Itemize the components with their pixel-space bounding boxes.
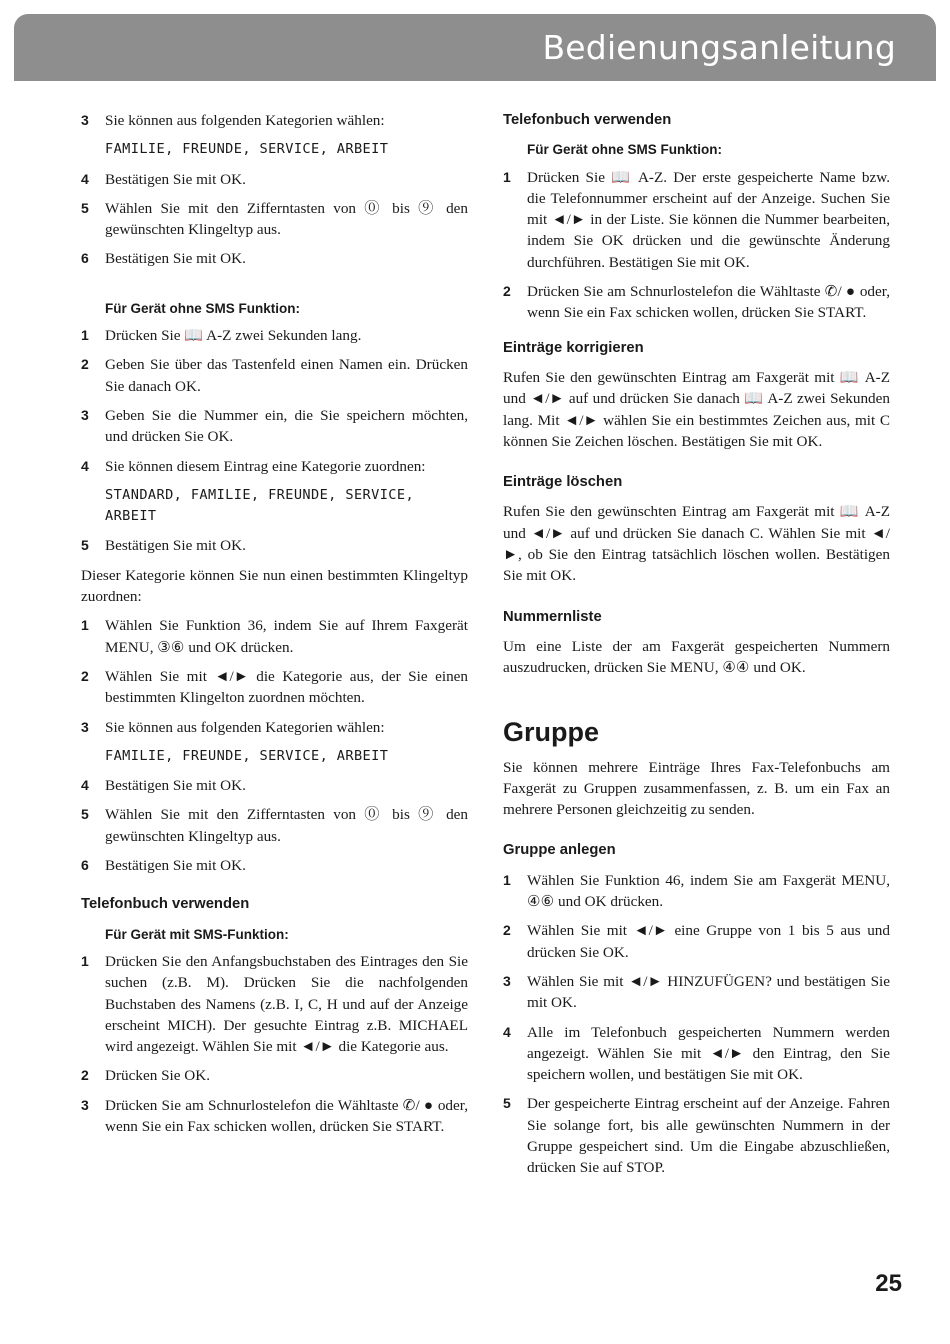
list-item [81, 666, 468, 709]
step-text: Bestätigen Sie mit OK. [105, 250, 246, 268]
step-number: 4 [81, 457, 89, 474]
spacer [81, 1057, 468, 1065]
list-item [503, 167, 890, 273]
spacer [503, 1014, 890, 1022]
step-text: Wählen Sie mit ◄/► die Kategorie aus, der Sie einen bestimmten Klingelton zuordnen möchten. [105, 667, 468, 707]
list-item [503, 1022, 890, 1086]
page-header [14, 14, 936, 81]
paragraph: Rufen Sie den gewünschten Eintrag am Faxgerät mit 📖 A-Z und ◄/► auf und drücken Sie danach 📖 A-Z zwei Sekunden lang. Mit ◄/► wählen Sie ein bestimmtes Zeichen aus, mit C können Sie Zeichen löschen. Bestätigen Sie mit OK. [503, 368, 890, 450]
step-number: 2 [81, 356, 89, 373]
spacer [81, 190, 468, 198]
spacer [503, 493, 890, 501]
paragraph: Um eine Liste der am Faxgerät gespeicherten Nummern auszudrucken, drücken Sie MENU, ④④ und OK. [503, 637, 890, 677]
step-number: 5 [503, 1095, 511, 1112]
step-number: 5 [81, 806, 89, 823]
spacer [81, 346, 468, 354]
list-item [81, 1065, 468, 1086]
list-item [81, 855, 468, 876]
list-item [503, 870, 890, 913]
spacer [81, 916, 468, 924]
list-item [81, 717, 468, 738]
list-item [81, 775, 468, 796]
spacer [503, 687, 890, 715]
spacer [503, 324, 890, 332]
section-heading: Telefonbuch verwenden [503, 112, 672, 128]
step-number: 1 [81, 617, 89, 634]
section-title: Gruppe [503, 716, 600, 747]
spacer [81, 161, 468, 169]
subheading: Für Gerät ohne SMS Funktion: [105, 300, 300, 316]
step-text: Bestätigen Sie mit OK. [105, 170, 246, 188]
step-text: Sie können aus folgenden Kategorien wählen: [105, 718, 385, 736]
list-item [81, 1095, 468, 1138]
step-number: 3 [81, 1096, 89, 1113]
spacer [503, 460, 890, 472]
step-text: Wählen Sie mit ◄/► HINZUFÜGEN? und bestätigen Sie mit OK. [527, 972, 890, 1012]
spacer [81, 448, 468, 456]
spacer [81, 607, 468, 615]
list-item [81, 405, 468, 448]
section-heading: Telefonbuch verwenden [81, 896, 250, 913]
spacer [503, 912, 890, 920]
spacer [503, 679, 890, 687]
spacer [81, 397, 468, 405]
list-item [81, 325, 468, 346]
list-item [81, 248, 468, 269]
step-number: 2 [503, 922, 511, 939]
spacer [503, 1085, 890, 1093]
list-item [81, 456, 468, 477]
left-column [81, 110, 468, 1145]
spacer [503, 359, 890, 367]
step-number: 2 [81, 1067, 89, 1084]
step-number: 1 [503, 168, 511, 185]
step-text: Sie können diesem Eintrag eine Kategorie zuordnen: [105, 457, 426, 475]
header-title: Bedienungsanleitung [542, 28, 896, 67]
section-heading: Gruppe anlegen [503, 842, 616, 859]
list-item [81, 535, 468, 556]
step-number: 3 [81, 718, 89, 735]
list-item [503, 971, 890, 1014]
subheading: Für Gerät ohne SMS Funktion: [527, 142, 722, 158]
display-text: FAMILIE, FREUNDE, SERVICE, ARBEIT [105, 141, 389, 158]
spacer [81, 1137, 468, 1145]
spacer [81, 278, 468, 298]
list-item [503, 1093, 890, 1178]
spacer [503, 749, 890, 757]
spacer [81, 131, 468, 139]
step-text: Wählen Sie Funktion 36, indem Sie auf Ihrem Faxgerät MENU, ③⑥ und OK drücken. [105, 617, 468, 656]
step-number: 3 [503, 972, 511, 989]
spacer [503, 587, 890, 595]
step-text: Drücken Sie am Schnurlostelefon die Wähltaste ✆/ ● oder, wenn Sie ein Fax schicken wollen, drücken Sie START. [527, 283, 890, 322]
list-item [81, 615, 468, 658]
spacer [81, 557, 468, 565]
list-item [81, 110, 468, 131]
paragraph: Sie können mehrere Einträge Ihres Fax-Telefonbuchs am Faxgerät zu Gruppen zusammenfassen, z. B. um ein Fax an mehrere Personen gleichzeitig zu senden. [503, 758, 890, 819]
step-number: 6 [81, 857, 89, 874]
display-text: FAMILIE, FREUNDE, SERVICE, ARBEIT [105, 747, 389, 764]
spacer [81, 240, 468, 248]
spacer [503, 452, 890, 460]
step-number: 1 [81, 327, 89, 344]
spacer [503, 131, 890, 139]
spacer [503, 1179, 890, 1187]
step-number: 3 [81, 406, 89, 423]
step-number: 1 [81, 952, 89, 969]
spacer [503, 963, 890, 971]
step-number: 4 [503, 1023, 511, 1040]
paragraph: Rufen Sie den gewünschten Eintrag am Faxgerät mit 📖 A-Z und ◄/► auf und drücken Sie danach C. Wählen Sie mit ◄/►, ob Sie den Eintrag tatsächlich löschen wollen. Bestätigen Sie mit OK. [503, 503, 890, 585]
step-number: 2 [503, 283, 511, 300]
step-text: Drücken Sie 📖 A-Z. Der erste gespeicherte Name bzw. die Telefonnummer erscheint auf der Anzeige. Suchen Sie mit ◄/► in der Liste. Sie können die Nummer bearbeiten, indem Sie OK drücken und die gewünschte Änderung durchführen. Bestätigen Sie mit OK. [527, 168, 890, 271]
spacer [503, 820, 890, 828]
step-text: Geben Sie die Nummer ein, die Sie speichern möchten, und drücken Sie OK. [105, 406, 468, 446]
spacer [81, 767, 468, 775]
step-number: 5 [81, 537, 89, 554]
spacer [81, 738, 468, 746]
spacer [81, 477, 468, 485]
list-item [81, 951, 468, 1057]
right-column [503, 110, 890, 1187]
step-text: Bestätigen Sie mit OK. [105, 857, 246, 875]
list-item [81, 169, 468, 190]
step-text: Wählen Sie Funktion 46, indem Sie am Faxgerät MENU, ④⑥ und OK drücken. [527, 871, 890, 911]
step-number: 4 [81, 777, 89, 794]
step-text: Wählen Sie mit ◄/► eine Gruppe von 1 bis 5 aus und drücken Sie OK. [527, 922, 890, 961]
spacer [503, 828, 890, 840]
section-heading: Einträge korrigieren [503, 339, 644, 356]
step-number: 2 [81, 667, 89, 684]
list-item [81, 198, 468, 241]
step-number: 4 [81, 170, 89, 187]
section-heading: Einträge löschen [503, 474, 623, 491]
spacer [81, 709, 468, 717]
spacer [81, 847, 468, 855]
step-number: 1 [503, 871, 511, 888]
subheading: Für Gerät mit SMS-Funktion: [105, 926, 289, 942]
section-heading: Nummernliste [503, 608, 602, 625]
page-number: 25 [875, 1270, 902, 1297]
step-text: Drücken Sie den Anfangsbuchstaben des Eintrages den Sie suchen (z.B. M). Drücken Sie die nachfolgenden Buchstaben des Namens (z.B. I, C, H und auf der Anzeige erscheint MICH). Der gesuchte Eintrag z.B. MICHAEL wird angezeigt. Wählen Sie mit ◄/► die Kategorie aus. [105, 952, 468, 1056]
display-text: STANDARD, FAMILIE, FREUNDE, SERVICE, ARBEIT [105, 486, 415, 525]
step-text: Der gespeicherte Eintrag erscheint auf der Anzeige. Fahren Sie solange fort, bis alle gewünschten Nummern in der Gruppe gespeichert sind. Um die Eingabe abzuschließen, drücken Sie auf STOP. [527, 1095, 890, 1177]
step-text: Wählen Sie mit den Zifferntasten von ⓪ bis ⑨ den gewünschten Klingeltyp aus. [105, 806, 468, 845]
spacer [81, 884, 468, 894]
step-text: Drücken Sie am Schnurlostelefon die Wähltaste ✆/ ● oder, wenn Sie ein Fax schicken wollen, drücken Sie START. [105, 1096, 468, 1135]
step-text: Drücken Sie 📖 A-Z zwei Sekunden lang. [105, 327, 362, 345]
spacer [81, 876, 468, 884]
spacer [81, 270, 468, 278]
step-number: 3 [81, 112, 89, 128]
spacer [81, 527, 468, 535]
spacer [81, 1087, 468, 1095]
list-item [503, 920, 890, 963]
paragraph: Dieser Kategorie können Sie nun einen bestimmten Klingeltyp zuordnen: [81, 566, 468, 606]
spacer [503, 628, 890, 636]
step-text: Bestätigen Sie mit OK. [105, 777, 246, 795]
step-text: Wählen Sie mit den Zifferntasten von ⓪ bis ⑨ den gewünschten Klingeltyp aus. [105, 199, 468, 239]
spacer [503, 862, 890, 870]
list-item [81, 354, 468, 397]
list-item [503, 281, 890, 324]
step-number: 6 [81, 250, 89, 267]
step-number: 5 [81, 199, 89, 216]
step-text: Sie können aus folgenden Kategorien wählen: [105, 112, 385, 129]
step-text: Geben Sie über das Tastenfeld einen Namen ein. Drücken Sie danach OK. [105, 356, 468, 395]
step-text: Alle im Telefonbuch gespeicherten Nummern werden angezeigt. Wählen Sie mit ◄/► den Eintrag, den Sie speichern wollen, und bestätigen Sie mit OK. [527, 1023, 890, 1084]
spacer [81, 796, 468, 804]
spacer [503, 595, 890, 607]
list-item [81, 804, 468, 847]
spacer [503, 273, 890, 281]
spacer [81, 658, 468, 666]
step-text: Drücken Sie OK. [105, 1067, 211, 1085]
step-text: Bestätigen Sie mit OK. [105, 537, 246, 555]
